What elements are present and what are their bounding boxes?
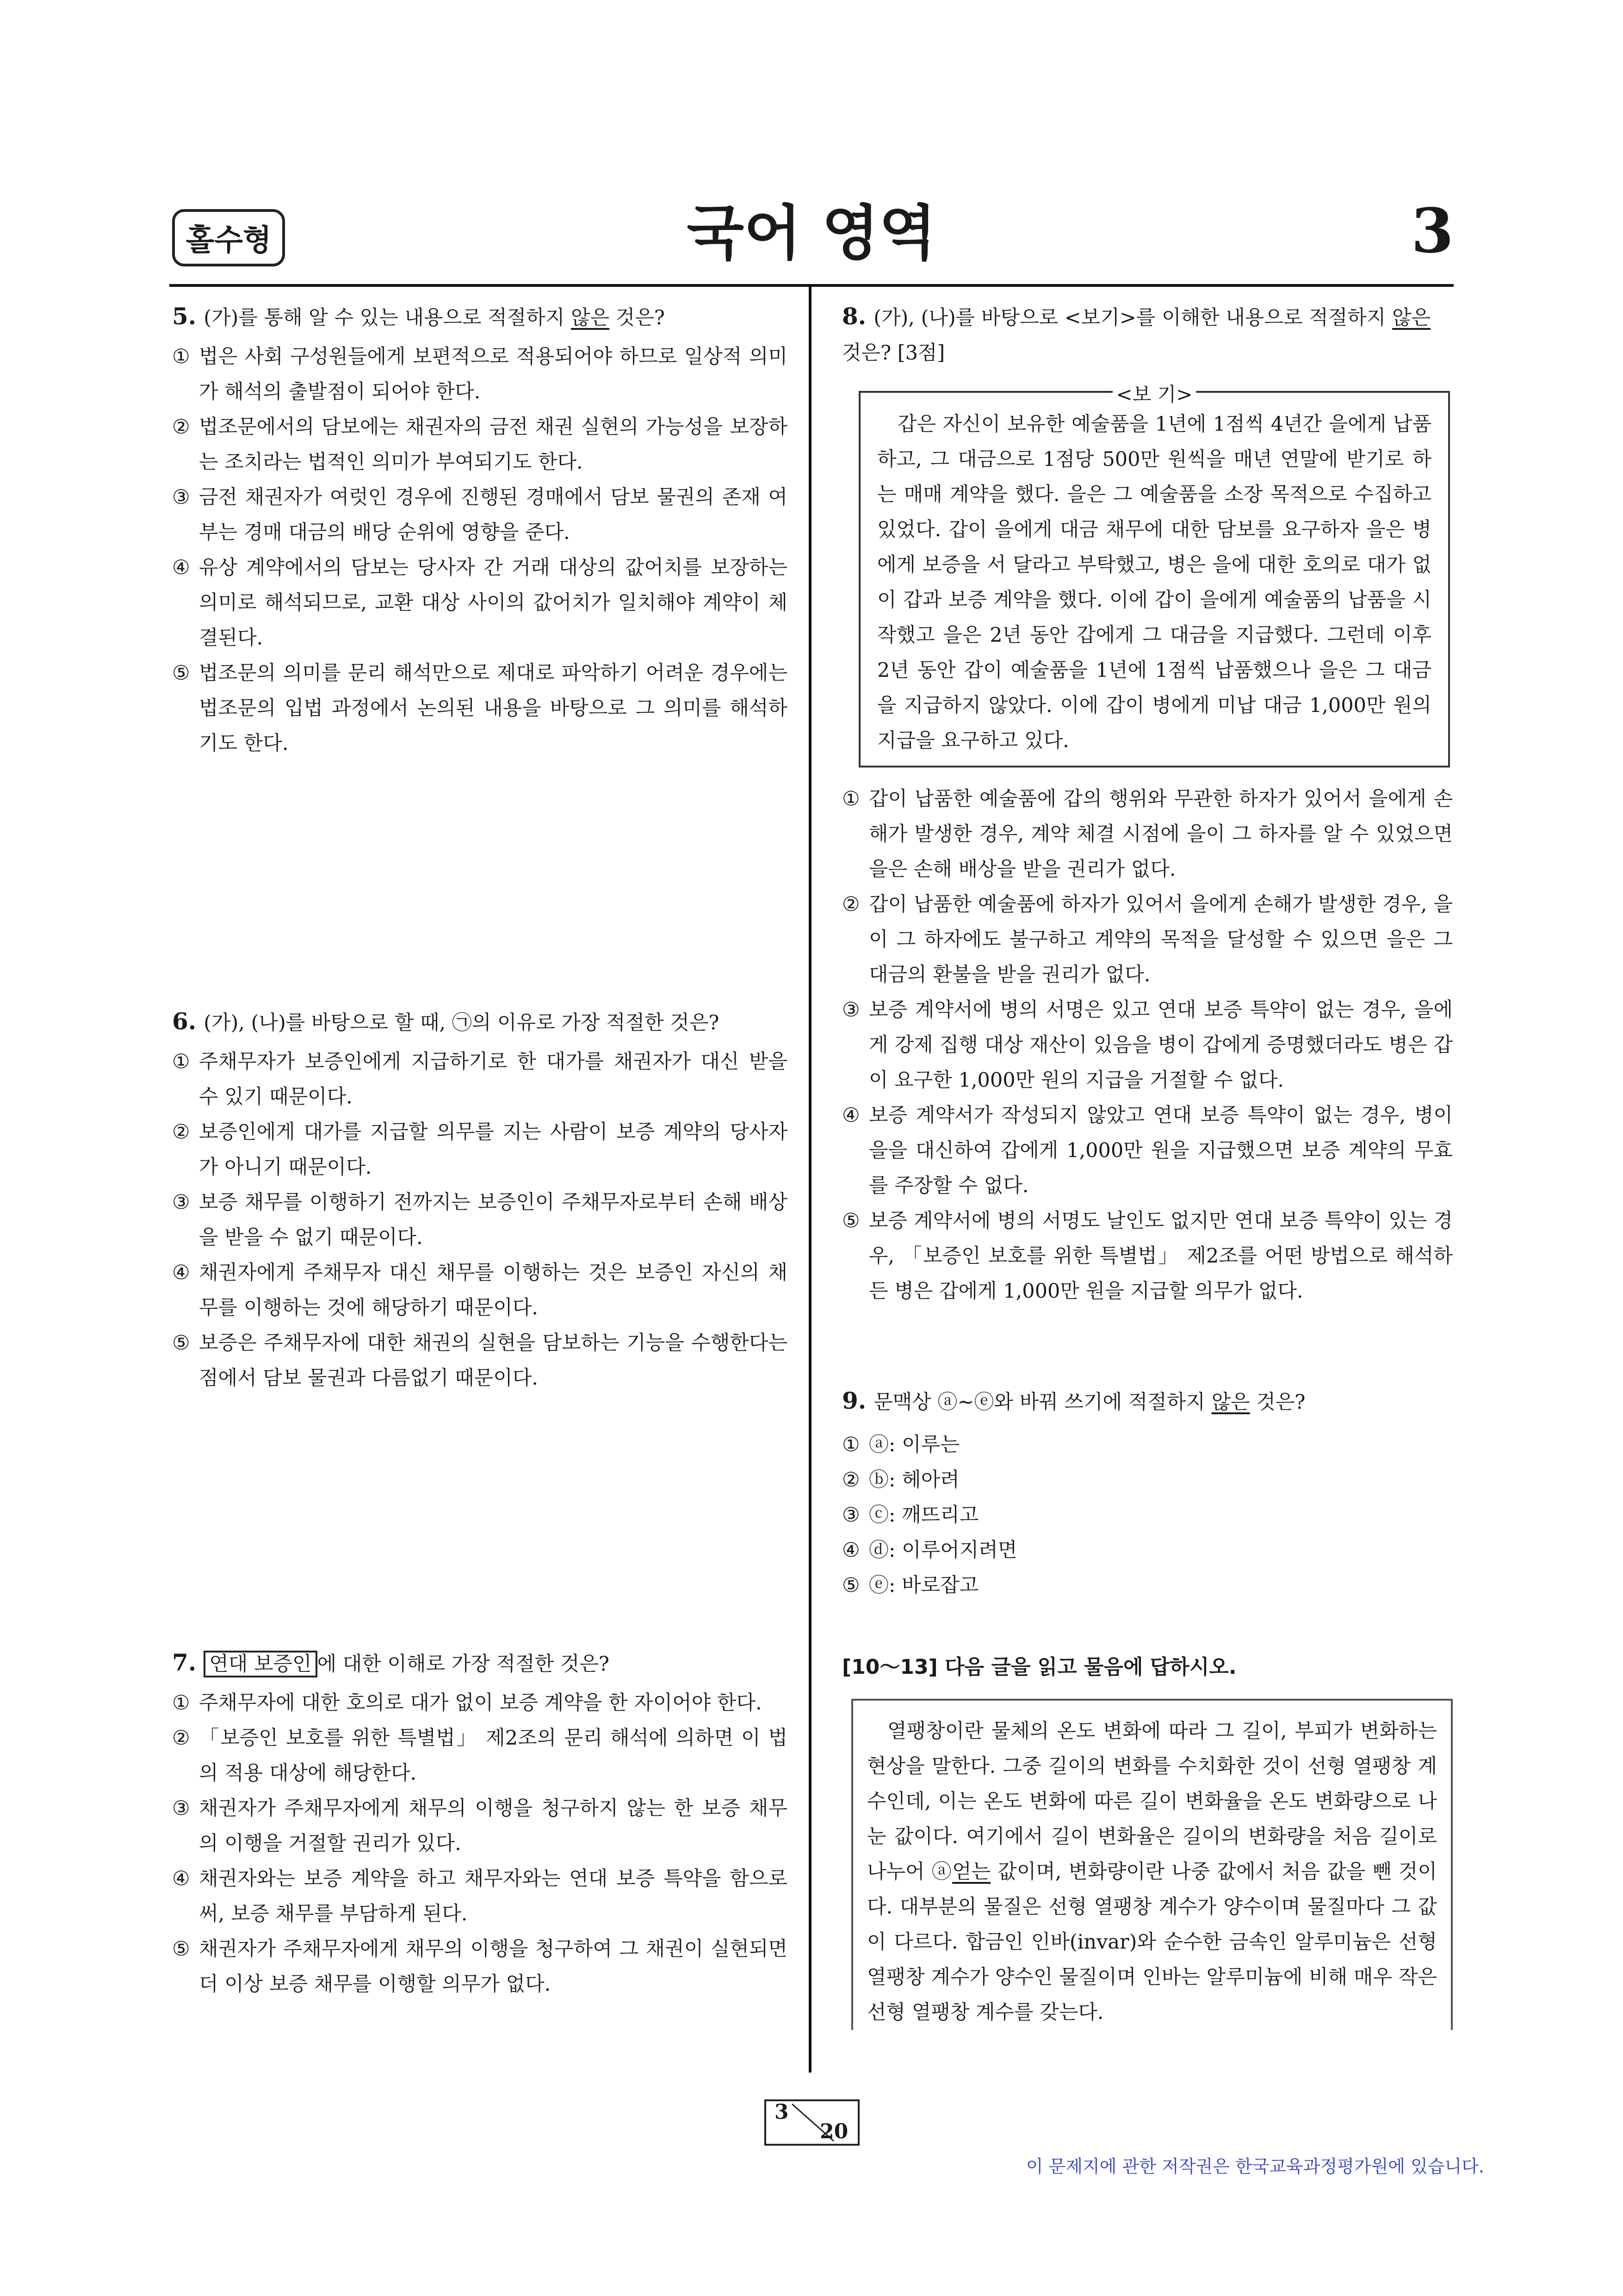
stem-text: (가), (나)를 바탕으로 할 때, ㉠의 이유로 가장 적절한 것은?: [204, 1011, 719, 1034]
option-3[interactable]: [842, 1498, 1453, 1533]
stem-boxed-term: 연대 보증인: [204, 1651, 317, 1677]
question-stem: [172, 1645, 787, 1682]
option-text: 「보증인 보호를 위한 특별법」 제2조의 문리 해석에 의하면 이 법의 적용 대상에 해당한다.: [199, 1727, 787, 1785]
question-6: [172, 1004, 787, 1396]
options-list: [172, 1685, 787, 2002]
header-divider: [169, 284, 1454, 287]
page-total: 20: [820, 2120, 849, 2143]
option-marker: ③: [842, 1504, 860, 1527]
option-text: 보증은 주채무자에 대한 채권의 실현을 담보하는 기능을 수행한다는 점에서 담보 물권과 다름없기 때문이다.: [199, 1331, 787, 1390]
options-list: [842, 1427, 1453, 1603]
option-text: 주채무자가 보증인에게 지급하기로 한 대가를 채권자가 대신 받을 수 있기 때문이다.: [199, 1050, 787, 1108]
option-text: ⓔ: 바로잡고: [869, 1574, 979, 1597]
option-marker: ④: [172, 1261, 190, 1284]
option-marker: ④: [172, 556, 190, 579]
stem-text-end: 것은?: [609, 306, 665, 329]
form-type-label: 홀수형: [186, 223, 272, 258]
option-marker: ②: [172, 415, 190, 439]
reading-passage: [851, 1699, 1453, 2030]
bogi-box: [859, 383, 1450, 767]
passage-text-cont: 값이며, 변화량이란 나중 값에서 처음 값을 뺀 것이다. 대부분의 물질은 선형 열팽창 계수가 양수이며 물질마다 그 값이 다르다. 합금인 인바(invar)와 순수한 금속인 알루미늄은 선형 열팽창 계수가 양수인 물질이며 인바는 알루미늄에 비해 매우 작은 선형 열팽창 계수를 갖는다.: [867, 1860, 1437, 2024]
option-1[interactable]: [172, 1044, 787, 1114]
option-4[interactable]: [172, 550, 787, 656]
option-5[interactable]: [842, 1203, 1453, 1309]
options-list: [172, 1044, 787, 1396]
option-marker: ⑤: [172, 662, 190, 685]
option-text: ⓒ: 깨뜨리고: [869, 1504, 979, 1527]
option-4[interactable]: [172, 1861, 787, 1931]
question-number: 5.: [172, 303, 197, 330]
option-1[interactable]: [842, 1427, 1453, 1462]
option-2[interactable]: [842, 887, 1453, 992]
stem-text: (가), (나)를 바탕으로 <보기>를 이해한 내용으로 적절하지: [873, 306, 1393, 329]
option-text: 유상 계약에서의 담보는 당사자 간 거래 대상의 값어치를 보장하는 의미로 해석되므로, 교환 대상 사이의 값어치가 일치해야 계약이 체결된다.: [199, 556, 787, 650]
option-text: ⓓ: 이루어지려면: [869, 1539, 1017, 1562]
stem-text-end: 것은?: [1250, 1391, 1306, 1414]
set-heading: [10～13] 다음 글을 읽고 물음에 답하시오.: [842, 1655, 1237, 1679]
question-stem: [172, 1004, 787, 1040]
option-3[interactable]: [842, 992, 1453, 1098]
option-text: 법조문에서의 담보에는 채권자의 금전 채권 실현의 가능성을 보장하는 조치라는 법적인 의미가 부여되기도 한다.: [199, 415, 787, 474]
column-divider: [809, 287, 812, 2073]
options-list: [842, 781, 1453, 1309]
option-marker: ④: [172, 1867, 190, 1890]
option-marker: ⑤: [842, 1209, 860, 1232]
option-marker: ①: [842, 787, 860, 811]
question-stem: [842, 299, 1453, 371]
stem-emphasis: 않은: [571, 306, 610, 329]
option-5[interactable]: [172, 1931, 787, 2002]
bogi-text: 갑은 자신이 보유한 예술품을 1년에 1점씩 4년간 을에게 납품하고, 그 대금으로 1점당 500만 원씩을 매년 연말에 받기로 하는 매매 계약을 했다. 을은 그 예술품을 소장 목적으로 수집하고 있었다. 갑이 을에게 대금 채무에 대한 담보를 요구하자 을은 병에게 보증을 서 달라고 부탁했고, 병은 을에 대한 호의로 대가 없이 갑과 보증 계약을 했다. 이에 갑이 을에게 예술품의 납품을 시작했고 을은 2년 동안 갑에게 그 대금을 지급했다. 그런데 이후 2년 동안 갑이 예술품을 1년에 1점씩 납품했으나 을은 그 대금을 지급하지 않았다. 이에 갑이 병에게 미납 대금 1,000만 원의 지급을 요구하고 있다.: [877, 413, 1431, 752]
question-number: 9.: [842, 1387, 867, 1414]
passage-underlined-word: 얻는: [952, 1860, 991, 1883]
option-marker: ④: [842, 1104, 860, 1127]
option-marker: ①: [172, 1050, 190, 1073]
option-marker: ⑤: [172, 1937, 190, 1961]
option-3[interactable]: [172, 480, 787, 550]
page-current: 3: [774, 2100, 789, 2124]
stem-emphasis: 않은: [1211, 1391, 1250, 1414]
option-marker: ②: [842, 1468, 860, 1491]
stem-text: (가)를 통해 알 수 있는 내용으로 적절하지: [204, 306, 571, 329]
option-2[interactable]: [172, 409, 787, 480]
options-list: [172, 339, 787, 761]
option-text: 금전 채권자가 여럿인 경우에 진행된 경매에서 담보 물권의 존재 여부는 경매 대금의 배당 순위에 영향을 준다.: [199, 486, 787, 544]
question-set-10-13: [842, 1650, 1453, 2030]
bogi-label-wrap: [861, 377, 1448, 412]
option-marker: ⑤: [842, 1574, 860, 1597]
stem-emphasis: 않은: [1392, 306, 1431, 329]
option-5[interactable]: [172, 1325, 787, 1396]
option-4[interactable]: [842, 1533, 1453, 1568]
question-number: 8.: [842, 303, 867, 330]
option-text: ⓐ: 이루는: [869, 1433, 960, 1456]
option-text: 채권자에게 주채무자 대신 채무를 이행하는 것은 보증인 자신의 채무를 이행하는 것에 해당하기 때문이다.: [199, 1261, 787, 1319]
option-marker: ③: [842, 998, 860, 1021]
option-text: 갑이 납품한 예술품에 갑의 행위와 무관한 하자가 있어서 을에게 손해가 발생한 경우, 계약 체결 시점에 을이 그 하자를 알 수 있었으면 을은 손해 배상을 받을 권리가 없다.: [869, 787, 1453, 881]
option-text: 보증 계약서에 병의 서명도 날인도 없지만 연대 보증 특약이 있는 경우, 「보증인 보호를 위한 특별법」 제2조를 어떤 방법으로 해석하든 병은 갑에게 1,000만 원을 지급할 의무가 없다.: [869, 1209, 1453, 1303]
question-8: [842, 299, 1453, 1309]
page-title: 국어 영역: [687, 199, 936, 268]
option-text: 갑이 납품한 예술품에 하자가 있어서 을에게 손해가 발생한 경우, 을이 그 하자에도 불구하고 계약의 목적을 달성할 수 있으면 을은 그 대금의 환불을 받을 권리가 없다.: [869, 893, 1453, 986]
bogi-label: <보 기>: [1113, 383, 1196, 406]
option-text: 보증 채무를 이행하기 전까지는 보증인이 주채무자로부터 손해 배상을 받을 수 없기 때문이다.: [199, 1191, 787, 1249]
option-marker: ③: [172, 1797, 190, 1820]
stem-text-end: 것은? [3점]: [842, 341, 945, 365]
option-2[interactable]: [172, 1114, 787, 1185]
option-text: 법조문의 의미를 문리 해석만으로 제대로 파악하기 어려운 경우에는 법조문의 입법 과정에서 논의된 내용을 바탕으로 그 의미를 해석하기도 한다.: [199, 662, 787, 755]
option-text: 채권자가 주채무자에게 채무의 이행을 청구하지 않는 한 보증 채무의 이행을 거절할 권리가 있다.: [199, 1797, 787, 1855]
option-5[interactable]: [172, 656, 787, 761]
option-1[interactable]: [172, 1685, 787, 1720]
option-text: ⓑ: 헤아려: [869, 1468, 960, 1491]
option-marker: ⑤: [172, 1331, 190, 1355]
option-3[interactable]: [172, 1185, 787, 1255]
option-4[interactable]: [842, 1098, 1453, 1203]
question-number: 6.: [172, 1008, 197, 1035]
option-marker: ③: [172, 486, 190, 509]
question-5: [172, 299, 787, 761]
question-stem: [842, 1383, 1453, 1420]
option-marker: ④: [842, 1539, 860, 1562]
option-2[interactable]: [172, 1720, 787, 1791]
option-text: 법은 사회 구성원들에게 보편적으로 적용되어야 하므로 일상적 의미가 해석의 출발점이 되어야 한다.: [199, 345, 787, 403]
header-page-number: 3: [1411, 195, 1454, 267]
option-1[interactable]: [172, 339, 787, 409]
stem-text: 문맥상 ⓐ~ⓔ와 바꿔 쓰기에 적절하지: [873, 1391, 1212, 1414]
option-marker: ①: [172, 345, 190, 368]
copyright-notice: 이 문제지에 관한 저작권은 한국교육과정평가원에 있습니다.: [1026, 2156, 1484, 2177]
option-2[interactable]: [842, 1462, 1453, 1498]
question-9: [842, 1383, 1453, 1603]
option-text: 보증 계약서가 작성되지 않았고 연대 보증 특약이 없는 경우, 병이 을을 대신하여 갑에게 1,000만 원을 지급했으면 보증 계약의 무효를 주장할 수 없다.: [869, 1104, 1453, 1197]
stem-text: 에 대한 이해로 가장 적절한 것은?: [317, 1652, 609, 1676]
option-text: 채권자와는 보증 계약을 하고 채무자와는 연대 보증 특약을 함으로써, 보증 채무를 부담하게 된다.: [199, 1867, 787, 1925]
option-4[interactable]: [172, 1255, 787, 1325]
option-text: 보증인에게 대가를 지급할 의무를 지는 사람이 보증 계약의 당사자가 아니기 때문이다.: [199, 1120, 787, 1179]
passage-text: 열팽창이란 물체의 온도 변화에 따라 그 길이, 부피가 변화하는 현상을 말한다. 그중 길이의 변화를 수치화한 것이 선형 열팽창 계수인데, 이는 온도 변화에 따른 길이 변화율을 온도 변화량으로 나눈 값이다. 여기에서 길이 변화율은 길이의 변화량을 처음 길이로 나누어 ⓐ: [867, 1720, 1437, 1883]
option-marker: ②: [172, 1120, 190, 1144]
option-marker: ②: [172, 1727, 190, 1750]
option-text: 채권자가 주채무자에게 채무의 이행을 청구하여 그 채권이 실현되면 더 이상 보증 채무를 이행할 의무가 없다.: [199, 1937, 787, 1996]
question-number: 7.: [172, 1649, 197, 1676]
option-5[interactable]: [842, 1568, 1453, 1603]
option-marker: ②: [842, 893, 860, 916]
option-marker: ①: [842, 1433, 860, 1456]
option-3[interactable]: [172, 1791, 787, 1861]
question-stem: [172, 299, 787, 335]
option-marker: ①: [172, 1691, 190, 1714]
option-marker: ③: [172, 1191, 190, 1214]
option-text: 주채무자에 대한 호의로 대가 없이 보증 계약을 한 자이어야 한다.: [199, 1691, 762, 1714]
question-7: [172, 1645, 787, 2002]
option-text: 보증 계약서에 병의 서명은 있고 연대 보증 특약이 없는 경우, 을에게 강제 집행 대상 재산이 있음을 병이 갑에게 증명했더라도 병은 갑이 요구한 1,000만 원의 지급을 거절할 수 없다.: [869, 998, 1453, 1092]
page-indicator: [764, 2099, 860, 2146]
option-1[interactable]: [842, 781, 1453, 887]
